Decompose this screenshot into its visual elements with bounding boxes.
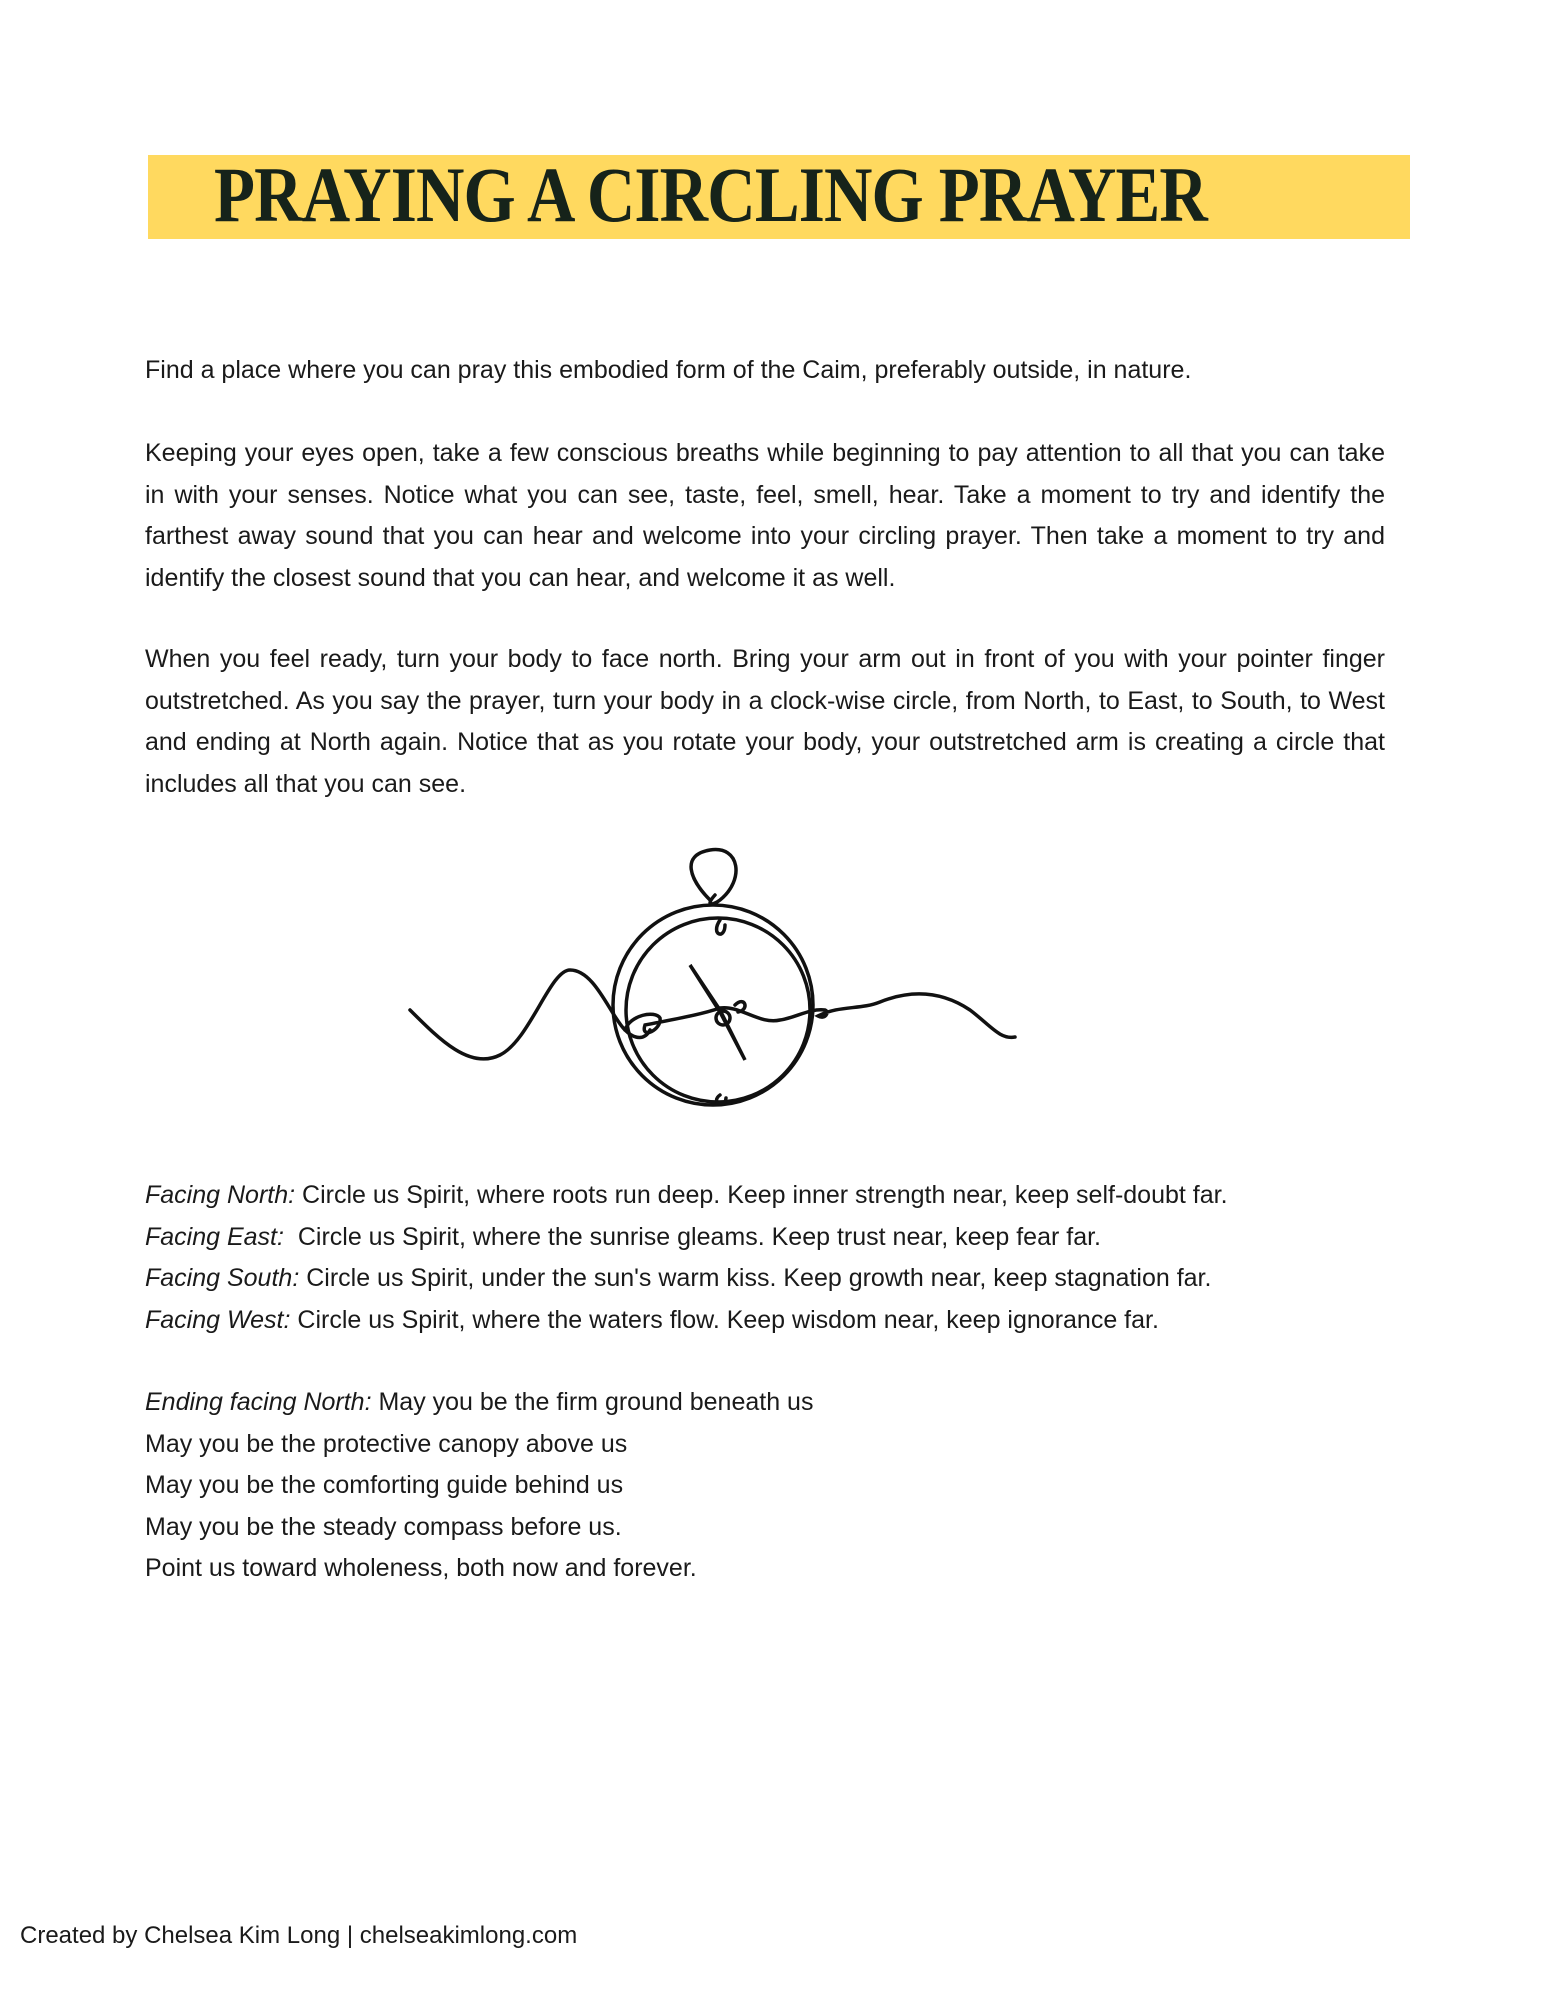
page-title: PRAYING A CIRCLING PRAYER — [214, 151, 1207, 238]
ending-line: May you be the comforting guide behind us — [145, 1471, 624, 1499]
prayer-text: Circle us Spirit, where the sunrise gleams. Keep trust near, keep fear far. — [283, 1222, 1102, 1251]
directional-prayers — [145, 1175, 1385, 1341]
direction-label: Facing West: — [145, 1305, 291, 1334]
ending-line — [145, 1382, 1385, 1424]
instructions-paragraph: When you feel ready, turn your body to face north. Bring your arm out in front of you with your pointer finger outstretched. As you say the prayer, turn your body in a clock-wise circle, from North, to East, to South, to West and ending at North again. Notice that as you rotate your body, your outstretched arm is creating a circle that includes all that you can see. — [145, 645, 1385, 798]
ending-line: May you be the steady compass before us. — [145, 1512, 622, 1541]
ending-line: May you be the protective canopy above us — [145, 1429, 628, 1458]
footer-credit: Created by Chelsea Kim Long | chelseakimlong.com — [20, 1922, 578, 1949]
prayer-text: Circle us Spirit, under the sun's warm kiss. Keep growth near, keep stagnation far. — [299, 1264, 1212, 1292]
ending-prayer — [145, 1382, 1385, 1590]
prayer-east — [145, 1217, 1385, 1259]
prayer-west — [145, 1300, 1385, 1342]
prayer-north — [145, 1175, 1385, 1217]
direction-label: Facing South: — [145, 1264, 300, 1292]
compass-line-drawing-icon — [400, 840, 1030, 1140]
prayer-text: Circle us Spirit, where roots run deep. Keep inner strength near, keep self-doubt far. — [295, 1181, 1228, 1209]
ending-text: May you be the firm ground beneath us — [371, 1388, 814, 1416]
prayer-south — [145, 1258, 1385, 1300]
prayer-text: Circle us Spirit, where the waters flow. Keep wisdom near, keep ignorance far. — [290, 1305, 1159, 1334]
ending-label: Ending facing North: — [145, 1388, 372, 1416]
intro-paragraph: Find a place where you can pray this embodied form of the Caim, preferably outside, in nature. — [145, 356, 1192, 384]
ending-line: Point us toward wholeness, both now and forever. — [145, 1554, 697, 1582]
senses-paragraph: Keeping your eyes open, take a few conscious breaths while beginning to pay attention to all that you can take in with your senses. Notice what you can see, taste, feel, smell, hear. Take a moment to try and identify the farthest away sound that you can hear and welcome into your circling prayer. Then take a moment to try and identify the closest sound that you can hear, and welcome it as well. — [145, 439, 1385, 592]
direction-label: Facing North: — [145, 1181, 296, 1209]
direction-label: Facing East: — [145, 1222, 284, 1251]
